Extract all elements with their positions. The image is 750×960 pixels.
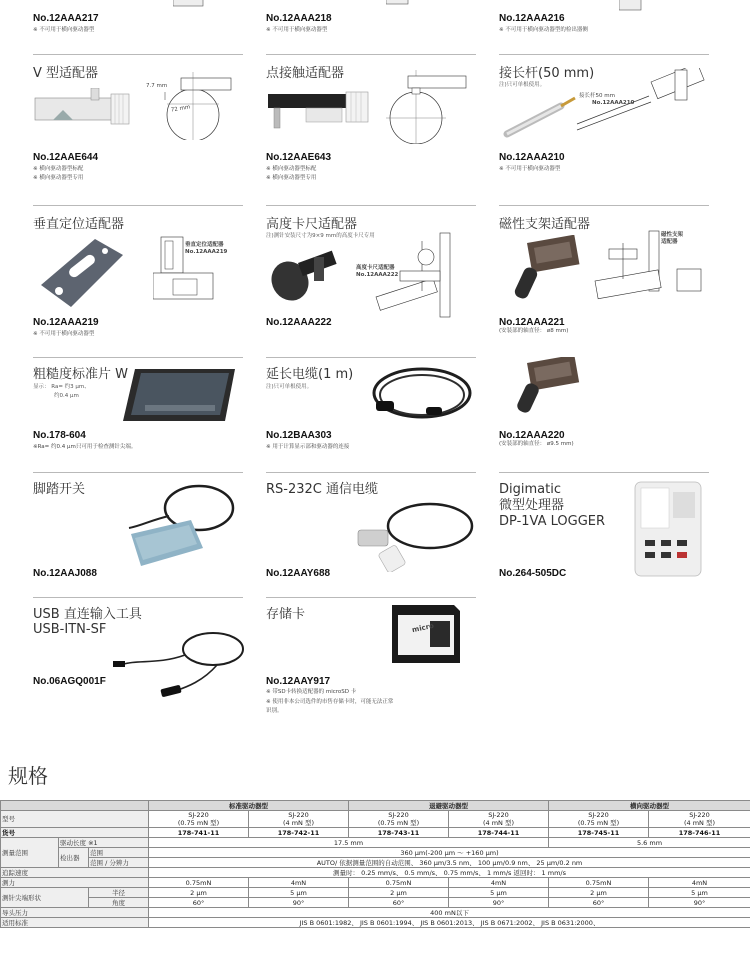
product-title: 高度卡尺适配器 bbox=[266, 217, 358, 232]
code-cell: 178-742-11 bbox=[249, 828, 349, 838]
product-note: ※ 不可用于横向驱动器型 bbox=[33, 27, 95, 33]
model-name: SJ-220 bbox=[689, 811, 710, 819]
product-code: No.12AAA222 bbox=[266, 317, 332, 328]
angle-cell: 60° bbox=[349, 898, 449, 908]
row-sublabel: 范围 bbox=[89, 848, 149, 858]
radius-cell: 2 μm bbox=[149, 888, 249, 898]
row-label: 测力 bbox=[1, 878, 149, 888]
model-type: (0.75 mN 型) bbox=[177, 819, 220, 827]
force-cell: 4mN bbox=[449, 878, 549, 888]
angle-cell: 60° bbox=[149, 898, 249, 908]
detector-range-value: 360 μm(-200 μm ～ +160 μm) bbox=[149, 848, 750, 858]
product-code: No.12AAA221 bbox=[499, 317, 565, 328]
model-name: SJ-220 bbox=[388, 811, 409, 819]
spec-row-speed bbox=[1, 868, 750, 878]
spec-row-code bbox=[1, 828, 750, 838]
product-note: ※ 带SD卡转换适配器的 microSD 卡 bbox=[266, 689, 357, 695]
product-note: 识别。 bbox=[266, 708, 283, 714]
divider bbox=[266, 54, 476, 55]
divider bbox=[33, 205, 243, 206]
product-note: ※ 横向驱动器型专用 bbox=[266, 175, 317, 181]
radius-cell: 5 μm bbox=[649, 888, 750, 898]
angle-cell: 60° bbox=[549, 898, 649, 908]
row-label: 导头压力 bbox=[1, 908, 149, 918]
speed-value: 测量时： 0.25 mm/s、 0.5 mm/s、 0.75 mm/s、 1 mm/s 返回时： 1 mm/s bbox=[149, 868, 750, 878]
divider bbox=[499, 472, 709, 473]
product-note: ※Ra= 约0.4 μm只可用于检查测针尖端。 bbox=[33, 444, 137, 450]
product-subtitle: 注)只可单根使用。 bbox=[499, 82, 546, 88]
divider bbox=[33, 357, 243, 358]
magnetic-stand-drawing bbox=[589, 229, 709, 309]
row-sublabel: 半径 bbox=[89, 888, 149, 898]
product-title: 垂直定位适配器 bbox=[33, 217, 125, 232]
code-cell: 178-741-11 bbox=[149, 828, 249, 838]
product-code: No.178-604 bbox=[33, 430, 86, 441]
spec-row-model bbox=[1, 811, 750, 828]
product-code: No.12AAJ088 bbox=[33, 568, 97, 579]
product-title: 延长电缆(1 m) bbox=[266, 367, 354, 382]
code-cell: 178-743-11 bbox=[349, 828, 449, 838]
spec-section-title: 规格 bbox=[8, 764, 48, 788]
guide-pressure-value: 400 mN以下 bbox=[149, 908, 750, 918]
spec-row-tip-angle bbox=[1, 898, 750, 908]
divider bbox=[266, 357, 476, 358]
radius-cell: 2 μm bbox=[349, 888, 449, 898]
product-note: ※ 不可用于横向驱动器型 bbox=[266, 27, 328, 33]
row-sublabel: 检出器 bbox=[59, 848, 89, 868]
product-code: No.12AAE644 bbox=[33, 152, 99, 163]
model-type: (0.75 mN 型) bbox=[377, 819, 420, 827]
divider bbox=[266, 205, 476, 206]
product-note: ※ 使用非本公司选件的市售存储卡时，可能无法正常 bbox=[266, 699, 394, 705]
adapter-image bbox=[386, 0, 446, 8]
code-cell: 178-746-11 bbox=[649, 828, 750, 838]
product-subtitle: 注)只可单根使用。 bbox=[266, 384, 313, 390]
model-name: SJ-220 bbox=[288, 811, 309, 819]
point-contact-drawing bbox=[376, 68, 476, 144]
drive-length-transverse: 5.6 mm bbox=[549, 838, 750, 848]
model-name: SJ-220 bbox=[588, 811, 609, 819]
product-code: No.12BAA303 bbox=[266, 430, 332, 441]
adapter-image bbox=[173, 0, 233, 8]
product-title-line: Digimatic bbox=[499, 482, 561, 497]
force-cell: 0.75mN bbox=[549, 878, 649, 888]
row-label: 适用标准 bbox=[1, 918, 149, 928]
product-note: (安装部的轴直径： ø8 mm) bbox=[499, 328, 569, 334]
drive-length-main: 17.5 mm bbox=[149, 838, 549, 848]
model-name: SJ-220 bbox=[488, 811, 509, 819]
spec-row-drive-length bbox=[1, 838, 750, 848]
product-title: 存储卡 bbox=[266, 607, 306, 622]
callout-label: No.12AAA219 bbox=[185, 249, 228, 255]
product-title: 脚踏开关 bbox=[33, 482, 86, 497]
adapter-image bbox=[619, 0, 679, 12]
divider bbox=[266, 597, 476, 598]
product-note: ※ 横向驱动器型专用 bbox=[33, 175, 84, 181]
product-code: No.12AAA210 bbox=[499, 152, 565, 163]
product-title: 接长杆(50 mm) bbox=[499, 66, 595, 81]
product-title-line: USB-ITN-SF bbox=[33, 622, 107, 637]
row-sublabel: 角度 bbox=[89, 898, 149, 908]
product-code: No.264-505DC bbox=[499, 568, 567, 579]
angle-cell: 90° bbox=[249, 898, 349, 908]
spec-row-detector-range bbox=[1, 848, 750, 858]
callout-label: No.12AAA222 bbox=[356, 272, 399, 278]
radius-cell: 5 μm bbox=[249, 888, 349, 898]
memory-card-image bbox=[384, 601, 464, 667]
foot-switch-image bbox=[121, 480, 241, 572]
point-contact-adapter-image bbox=[266, 86, 376, 132]
product-note: ※ 不可用于横向驱动器型 bbox=[33, 331, 95, 337]
product-code: No.12AAA219 bbox=[33, 317, 99, 328]
row-label: 测量范围 bbox=[1, 838, 59, 868]
model-type: (4 mN 型) bbox=[282, 819, 315, 827]
spec-row-detector-resolution bbox=[1, 858, 750, 868]
group-standard-drive: 标准驱动器型 bbox=[149, 801, 349, 811]
row-label: 追踪速度 bbox=[1, 868, 149, 878]
product-note: ※ 横向驱动器型标配 bbox=[266, 166, 317, 172]
callout-label: No.12AAA210 bbox=[592, 100, 635, 106]
spec-table bbox=[0, 800, 750, 928]
product-code: No.12AAA220 bbox=[499, 430, 565, 441]
logger-image bbox=[631, 478, 707, 578]
code-cell: 178-744-11 bbox=[449, 828, 549, 838]
product-note: (安装部的轴直径： ø9.5 mm) bbox=[499, 441, 574, 447]
product-code: No.12AAY688 bbox=[266, 568, 331, 579]
model-type: (4 mN 型) bbox=[683, 819, 716, 827]
magnetic-stand-adapter-image bbox=[507, 235, 587, 305]
radius-cell: 2 μm bbox=[549, 888, 649, 898]
extension-cable-image bbox=[366, 363, 476, 429]
product-title-line: USB 直连输入工具 bbox=[33, 607, 142, 622]
product-title: V 型适配器 bbox=[33, 66, 99, 81]
spec-row-guide-pressure bbox=[1, 908, 750, 918]
callout-label: 接长杆50 mm bbox=[579, 93, 615, 99]
callout-label: 高度卡尺适配器 bbox=[356, 265, 395, 271]
product-title-line: 微型处理器 bbox=[499, 498, 565, 513]
product-title: 粗糙度标准片 W bbox=[33, 367, 128, 382]
detector-resolution-value: AUTO/ 依据测量范围的自动范围、 360 μm/3.5 nm、 100 μm/0.9 nm、 25 μm/0.2 nm bbox=[149, 858, 750, 868]
divider bbox=[33, 54, 243, 55]
row-sublabel: 范围 / 分辨力 bbox=[89, 858, 149, 868]
v-adapter-drawing bbox=[141, 70, 241, 140]
rs232c-cable-image bbox=[350, 492, 480, 572]
model-type: (4 mN 型) bbox=[482, 819, 515, 827]
callout-label: 垂直定位适配器 bbox=[185, 242, 224, 248]
divider bbox=[266, 472, 476, 473]
product-note: ※ 用于计算显示部和驱动器的连接 bbox=[266, 444, 350, 450]
roughness-standard-image bbox=[121, 365, 241, 425]
product-code: No.12AAA217 bbox=[33, 13, 99, 24]
extension-rod-image bbox=[501, 92, 581, 142]
code-cell: 178-745-11 bbox=[549, 828, 649, 838]
force-cell: 4mN bbox=[649, 878, 750, 888]
group-transverse-drive: 横向驱动器型 bbox=[549, 801, 750, 811]
v-adapter-image bbox=[33, 88, 133, 128]
vertical-adapter-image bbox=[37, 233, 127, 313]
spec-row-standard bbox=[1, 918, 750, 928]
spec-row-force bbox=[1, 878, 750, 888]
angle-cell: 90° bbox=[449, 898, 549, 908]
product-title: 点接触适配器 bbox=[266, 66, 345, 81]
dimension-label: 72 mm bbox=[170, 104, 191, 114]
row-sublabel: 驱动长度 ※1 bbox=[59, 838, 149, 848]
callout-label: 磁性支架 bbox=[661, 232, 684, 238]
product-note: ※ 不可用于横向驱动器型的检出器侧 bbox=[499, 27, 588, 33]
divider bbox=[33, 472, 243, 473]
force-cell: 0.75mN bbox=[349, 878, 449, 888]
product-subtitle: 注)测针安装尺寸为9×9 mm的高度卡尺专用 bbox=[266, 233, 375, 239]
product-note: ※ 横向驱动器型标配 bbox=[33, 166, 84, 172]
model-type: (0.75 mN 型) bbox=[577, 819, 620, 827]
product-code: No.12AAA218 bbox=[266, 13, 332, 24]
row-label: 型号 bbox=[1, 811, 149, 828]
group-retract-drive: 退避驱动器型 bbox=[349, 801, 549, 811]
product-note: ※ 不可用于横向驱动器型 bbox=[499, 166, 561, 172]
product-subtitle: 约0.4 μm bbox=[54, 393, 79, 399]
divider bbox=[499, 54, 709, 55]
divider bbox=[499, 205, 709, 206]
card-logo: micro bbox=[411, 621, 435, 635]
row-label: 测针尖端形状 bbox=[1, 888, 89, 908]
radius-cell: 5 μm bbox=[449, 888, 549, 898]
angle-cell: 90° bbox=[649, 898, 750, 908]
dimension-label: 7.7 mm bbox=[146, 83, 168, 89]
force-cell: 4mN bbox=[249, 878, 349, 888]
spec-group-row bbox=[1, 801, 750, 811]
standard-value: JIS B 0601:1982、 JIS B 0601:1994、 JIS B 0601:2013、 JIS B 0671:2002、 JIS B 0631:2000、 bbox=[149, 918, 750, 928]
magnetic-adapter-image bbox=[511, 357, 581, 417]
product-title-line: DP-1VA LOGGER bbox=[499, 514, 606, 529]
product-code: No.12AAE643 bbox=[266, 152, 332, 163]
callout-label: 适配器 bbox=[661, 239, 678, 245]
model-name: SJ-220 bbox=[188, 811, 209, 819]
row-label: 货号 bbox=[1, 828, 149, 838]
height-gauge-adapter-image bbox=[268, 241, 348, 311]
divider bbox=[33, 597, 243, 598]
product-title: 磁性支架适配器 bbox=[499, 217, 591, 232]
product-code: No.12AAA216 bbox=[499, 13, 565, 24]
product-subtitle: 显示： Ra= 约3 μm、 bbox=[33, 384, 90, 390]
usb-cable-image bbox=[107, 625, 247, 697]
product-code: No.12AAY917 bbox=[266, 676, 331, 687]
product-code: No.06AGQ001F bbox=[33, 676, 106, 687]
spec-row-tip-radius bbox=[1, 888, 750, 898]
product-title: RS-232C 通信电缆 bbox=[266, 482, 378, 497]
force-cell: 0.75mN bbox=[149, 878, 249, 888]
